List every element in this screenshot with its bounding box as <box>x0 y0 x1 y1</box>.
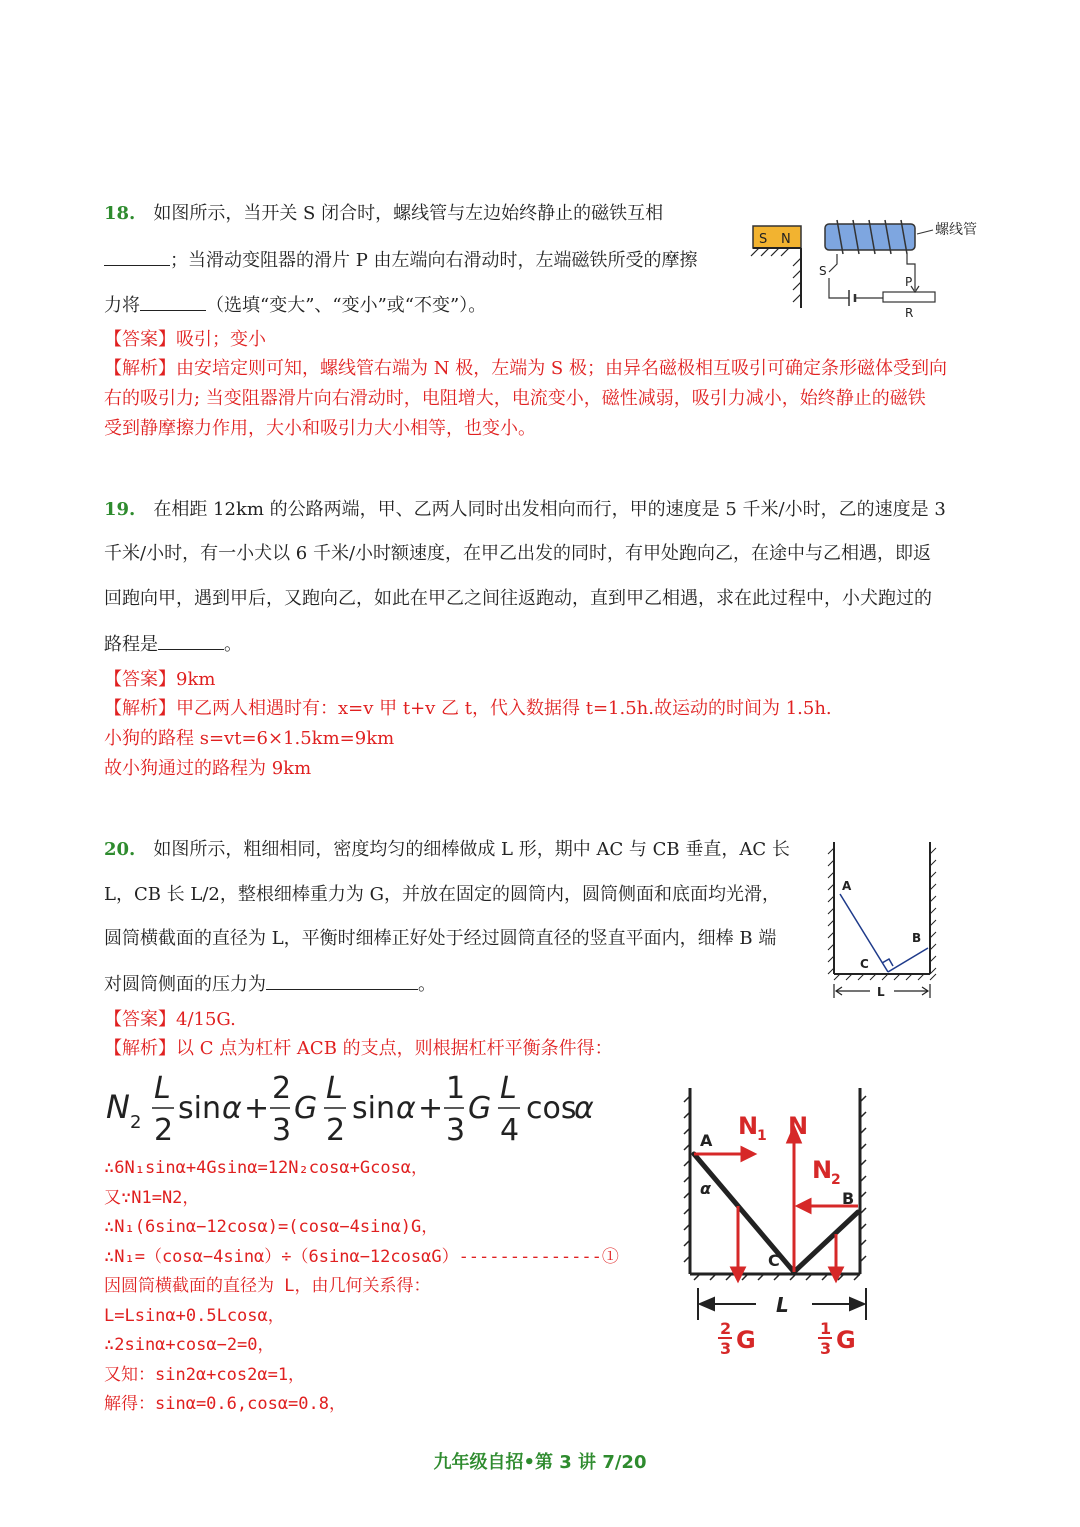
q19-answer-text: 9km <box>176 669 216 690</box>
fig2-n2-sub: 2 <box>831 1172 841 1188</box>
q20-line3: 圆筒横截面的直径为 L，平衡时细棒正好处于经过圆筒直径的竖直平面内，细棒 B 端 <box>104 928 777 949</box>
q19-answer-tag: 【答案】 <box>104 669 176 690</box>
solenoid-label: 螺线管 <box>935 222 977 238</box>
q20-step-line: 又∵N1=N2， <box>104 1188 200 1208</box>
q20-step-line: 因圆筒横截面的直径为 L，由几何关系得： <box>104 1276 431 1296</box>
eq-sin1: sin <box>178 1091 221 1126</box>
fig2-n1-sub: 1 <box>757 1128 767 1144</box>
q19-line3: 回跑向甲，遇到甲后，又跑向乙，如此在甲乙之间往返跑动，直到甲乙相遇，求在此过程中，小犬跑过的 <box>104 588 932 609</box>
fig2-g13-num: 1 <box>820 1319 832 1338</box>
q18-analysis-text1: 由安培定则可知，螺线管右端为 N 极，左端为 S 极；由异名磁极相互吸引可确定条形磁体受到向 <box>176 358 947 379</box>
q20-step-line: ∴2sinα+cosα−2=0， <box>104 1335 275 1355</box>
fig2-l: L <box>776 1293 789 1317</box>
eq-frac3-num: L <box>500 1071 517 1106</box>
q20-force-diagram <box>676 1082 886 1372</box>
switch-label: S <box>819 264 827 278</box>
q18-blank2 <box>140 292 206 311</box>
q19-analysis-3: 故小狗通过的路程为 9km <box>104 758 312 779</box>
q19-blank <box>158 631 224 650</box>
q20-line2: L，CB 长 L/2，整根细棒重力为 G，并放在固定的圆筒内，圆筒侧面和底面均光滑， <box>104 884 780 905</box>
fig2-n1: N <box>738 1112 759 1140</box>
fig2-b: B <box>842 1189 855 1208</box>
q20-analysis-text1: 以 C 点为杠杆 ACB 的支点，则根据杠杆平衡条件得： <box>176 1038 613 1059</box>
q19-line4 <box>104 631 242 657</box>
q18-text3a: 力将 <box>104 295 140 316</box>
q18-answer <box>104 328 266 352</box>
q20-step-line: 解得：sinα=0.6,cosα=0.8， <box>104 1394 346 1414</box>
fig1-a: A <box>842 879 852 893</box>
eq-frac23-num: 2 <box>272 1071 292 1106</box>
rheostat <box>883 292 935 302</box>
fig2-a: A <box>700 1131 713 1150</box>
eq-frac13-den: 3 <box>446 1113 466 1148</box>
slider-label: P <box>905 275 913 289</box>
eq-g1: G <box>294 1091 318 1126</box>
eq-n-sub: 2 <box>130 1112 142 1133</box>
q20-line4 <box>104 971 436 997</box>
eq-frac1-den: 2 <box>154 1113 174 1148</box>
q18-analysis-2: 右的吸引力; 当变阻器滑片向右滑动时，电阻增大，电流变小，磁性减弱，吸引力减小，始终静止的磁铁 <box>104 388 926 409</box>
eq-frac2-num: L <box>326 1071 343 1106</box>
fig1-b: B <box>912 931 922 945</box>
q20-number: 20. <box>104 839 136 860</box>
cylinder-hatch <box>828 848 936 980</box>
wall-hatch <box>751 248 801 302</box>
q20-text1: 如图所示，粗细相同，密度均匀的细棒做成 L 形，期中 AC 与 CB 垂直，AC 长 <box>153 839 790 860</box>
eq-g2: G <box>468 1091 492 1126</box>
eq-cos: cos <box>526 1091 577 1126</box>
eq-alpha1: α <box>222 1091 242 1126</box>
q20-line1 <box>104 838 790 862</box>
q20-answer-text: 4/15G. <box>176 1009 236 1030</box>
page-footer: 九年级自招•第 3 讲 7/20 <box>433 1452 647 1473</box>
q19-answer <box>104 668 215 692</box>
q18-answer-text: 吸引；变小 <box>176 329 266 350</box>
q20-step-line: ∴N₁=（cosα−4sinα）÷（6sinα−12cosαG）--------------① <box>104 1247 619 1267</box>
eq-alpha2: α <box>396 1091 416 1126</box>
q20-text4a: 对圆筒侧面的压力为 <box>104 974 266 995</box>
fig2-alpha: α <box>700 1179 711 1198</box>
q18-text2: ；当滑动变阻器的滑片 P 由左端向右滑动时，左端磁铁所受的摩擦 <box>170 250 698 271</box>
fig2-g23-num: 2 <box>720 1319 732 1338</box>
q19-analysis-1 <box>104 697 832 721</box>
eq-n: N <box>106 1088 130 1126</box>
q19-analysis-tag: 【解析】 <box>104 698 176 719</box>
fig2-g13-den: 3 <box>820 1339 832 1358</box>
q19-line2: 千米/小时，有一小犬以 6 千米/小时额速度，在甲乙出发的同时，有甲处跑向乙，在途中与乙相遇，即返 <box>104 543 932 564</box>
q20-blank <box>266 971 418 990</box>
q20-text4b: 。 <box>418 974 436 995</box>
eq-alpha3: α <box>574 1091 594 1126</box>
q20-step-line: ∴6N₁sinα+4Gsinα=12N₂cosα+Gcosα， <box>104 1158 429 1178</box>
eq-frac23-den: 3 <box>272 1113 292 1148</box>
fig2-n: N <box>788 1112 809 1140</box>
q19-analysis-text1: 甲乙两人相遇时有：x=v 甲 t+v 乙 t，代入数据得 t=1.5h.故运动的时间为 1.5h. <box>176 698 832 719</box>
q19-number: 19. <box>104 499 136 520</box>
q20-analysis-tag: 【解析】 <box>104 1038 176 1059</box>
fig2-c: C <box>768 1251 780 1270</box>
fig1-c: C <box>860 957 869 971</box>
q18-line2 <box>104 247 698 273</box>
fig2-n2: N <box>812 1156 833 1184</box>
q18-number: 18. <box>104 203 136 224</box>
q18-figure <box>745 212 995 322</box>
q18-analysis-1 <box>104 357 947 381</box>
q19-analysis-2: 小狗的路程 s=vt=6×1.5km=9km <box>104 728 395 749</box>
q18-answer-tag: 【答案】 <box>104 329 176 350</box>
eq-sin2: sin <box>352 1091 395 1126</box>
eq-plus2: + <box>418 1091 444 1126</box>
q18-text1: 如图所示，当开关 S 闭合时，螺线管与左边始终静止的磁铁互相 <box>153 203 664 224</box>
q19-text4b: 。 <box>224 634 242 655</box>
q18-analysis-tag: 【解析】 <box>104 358 176 379</box>
q20-answer <box>104 1008 236 1032</box>
rheostat-label: R <box>905 306 914 320</box>
lever-equation <box>104 1068 604 1150</box>
eq-plus1: + <box>244 1091 270 1126</box>
q20-analysis-1 <box>104 1037 613 1061</box>
q20-answer-tag: 【答案】 <box>104 1009 176 1030</box>
q18-text3b: （选填“变大”、“变小”或“不变”）。 <box>206 295 487 316</box>
eq-frac13-num: 1 <box>446 1071 466 1106</box>
q20-step-line: ∴N₁(6sinα−12cosα)=(cosα−4sinα)G， <box>104 1217 439 1237</box>
eq-frac1-num: L <box>154 1071 171 1106</box>
magnet-s-label: S <box>759 232 768 247</box>
fig2-g23-g: G <box>736 1326 756 1354</box>
q19-text4a: 路程是 <box>104 634 158 655</box>
q19-line1 <box>104 498 946 522</box>
q19-text1: 在相距 12km 的公路两端，甲、乙两人同时出发相向而行，甲的速度是 5 千米/小时，乙的速度是 3 <box>153 499 946 520</box>
q20-step-line: 又知：sin2α+cos2α=1， <box>104 1365 306 1385</box>
q18-line3 <box>104 292 486 318</box>
q20-step-line: L=Lsinα+0.5Lcosα， <box>104 1306 285 1326</box>
eq-frac2-den: 2 <box>326 1113 346 1148</box>
eq-frac3-den: 4 <box>500 1113 520 1148</box>
q18-analysis-3: 受到静摩擦力作用，大小和吸引力大小相等，也变小。 <box>104 418 536 439</box>
magnet-n-label: N <box>781 232 791 247</box>
fig1-l: L <box>877 985 885 999</box>
fig2-g23-den: 3 <box>720 1339 732 1358</box>
q20-figure-cylinder <box>826 838 941 1003</box>
fig2-g13-g: G <box>836 1326 856 1354</box>
q18-blank1 <box>104 247 170 266</box>
q18-line1 <box>104 202 663 226</box>
